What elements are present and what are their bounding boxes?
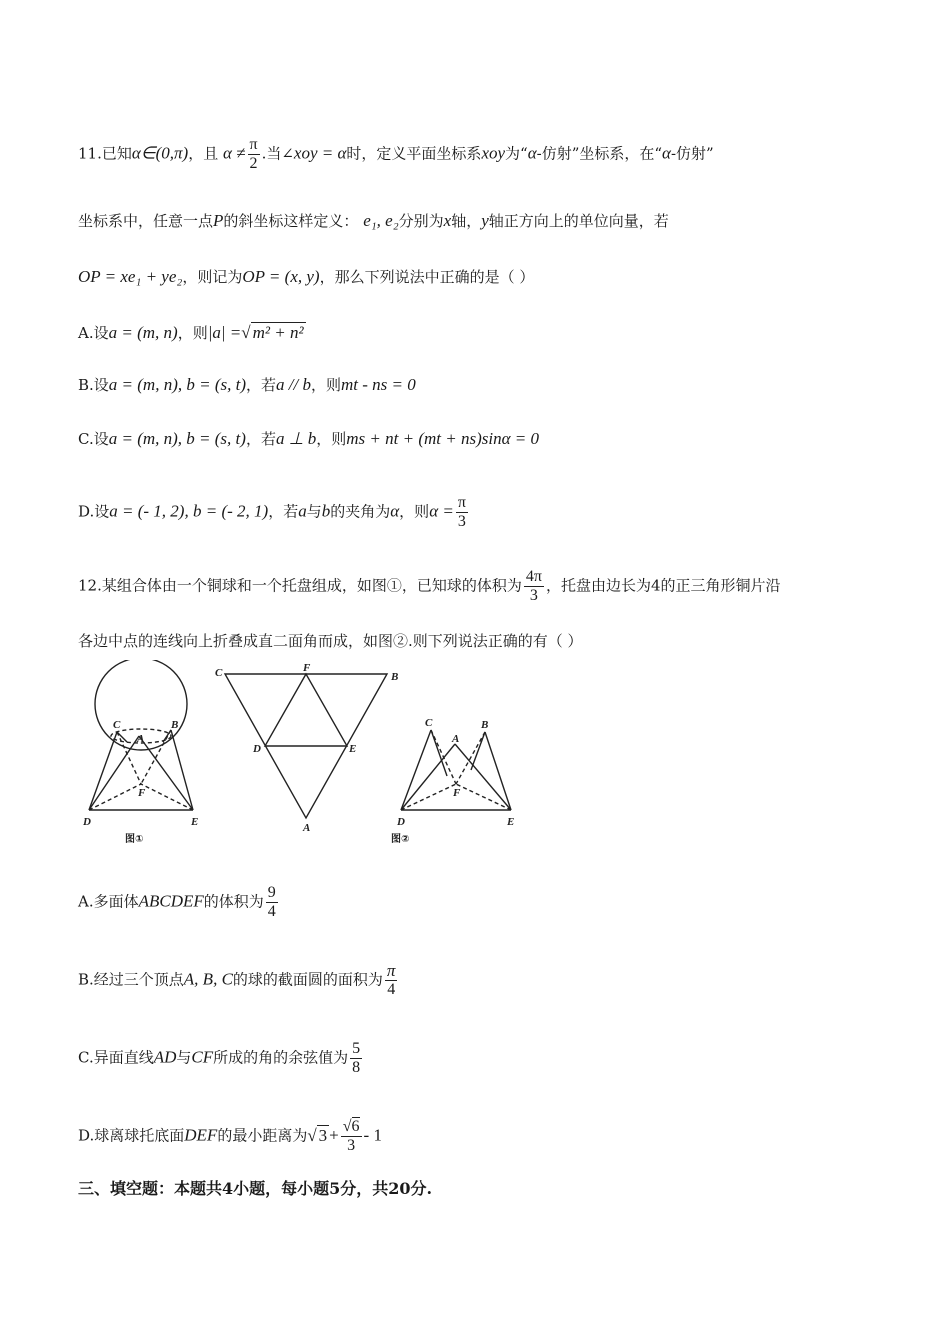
fig1-label-b: B bbox=[171, 719, 179, 731]
q11-option-b: B.设a = (m, n), b = (s, t)，若a // b，则mt - ns = 0 bbox=[78, 375, 416, 394]
q11-line3: OP = xe₁ + ye₂，则记为OP = (x, y)，那么下列说法中正确的是（ ） bbox=[78, 267, 535, 286]
fig1-label-a: A bbox=[137, 733, 145, 745]
q12-option-b: B.经过三个顶点A, B, C的球的截面圆的面积为 $\frac{\pi}{4}$ bbox=[78, 961, 396, 998]
sqrt-3: √ 3 bbox=[307, 1125, 328, 1145]
q11-option-d: D.设a = (- 1, 2), b = (- 2, 1)，若a与b的夹角为α，则α = $\frac{\pi}{3}$ bbox=[78, 494, 466, 530]
geometry-figure bbox=[75, 660, 525, 850]
sqrt-mn: √ m² + n² bbox=[241, 323, 304, 342]
fig0-label-c: C bbox=[215, 667, 223, 679]
frac-9-4: $\frac{9}{4}$ bbox=[267, 884, 276, 920]
frac-pi-4: $\frac{\pi}{4}$ bbox=[386, 961, 396, 998]
fig1-label-d: D bbox=[83, 816, 91, 828]
fig0-label-a: A bbox=[303, 822, 311, 834]
fig0-label-e: E bbox=[349, 743, 357, 755]
q11-option-a: A.设a = (m, n)，则|a| =√ m² + n² bbox=[78, 323, 304, 342]
fig1-label-c: C bbox=[113, 719, 121, 731]
fig1-label-e: E bbox=[191, 816, 199, 828]
frac-sqrt6-3: $\frac{√6}{3}$ bbox=[342, 1118, 360, 1154]
fig2-label-f: F bbox=[453, 787, 461, 799]
volume-fraction: $\frac{4\pi}{3}$ bbox=[525, 568, 542, 604]
pi-over-2: $\frac{\pi}{2}$ bbox=[249, 136, 258, 172]
fig1-caption: 图① bbox=[125, 834, 144, 845]
fig2-caption: 图② bbox=[391, 834, 410, 845]
fig0-label-b: B bbox=[391, 671, 399, 683]
fig2-label-d: D bbox=[397, 816, 405, 828]
q11-line2: 坐标系中，任意一点P的斜坐标这样定义： e₁, e₂分别为x轴，y轴正方向上的单位向量，若 bbox=[78, 211, 669, 230]
q11-line1: 11.已知α∈(0,π)，且 α ≠ $\frac{\pi}{2}$ .当∠xoy = α时，定义平面坐标系xoy为“α-仿射”坐标系，在“α-仿射” bbox=[78, 136, 714, 172]
q12-option-c: C.异面直线AD与CF所成的角的余弦值为 $\frac{5}{8}$ bbox=[78, 1040, 361, 1076]
q12-option-a: A.多面体ABCDEF的体积为 $\frac{9}{4}$ bbox=[78, 884, 276, 920]
fig0-label-f: F bbox=[303, 662, 311, 674]
pi-over-3: $\frac{\pi}{3}$ bbox=[457, 494, 466, 530]
q11-option-c: C.设a = (m, n), b = (s, t)，若a ⊥ b，则ms + nt + (mt + ns)sinα = 0 bbox=[78, 429, 539, 448]
section-3-heading: 三、填空题：本题共4小题，每小题5分，共20分. bbox=[78, 1179, 433, 1198]
q12-line1: 12.某组合体由一个铜球和一个托盘组成，如图①，已知球的体积为 $\frac{4\pi}{3}$ ，托盘由边长为4的正三角形铜片沿 bbox=[78, 568, 781, 604]
q12-option-d: D.球离球托底面DEF的最小距离为√ 3 + $\frac{√6}{3}$ - 1 bbox=[78, 1118, 382, 1154]
fig2-label-b: B bbox=[481, 719, 489, 731]
fig2-label-c: C bbox=[425, 717, 433, 729]
q12-line2: 各边中点的连线向上折叠成直二面角而成，如图②.则下列说法正确的有（ ） bbox=[78, 632, 583, 650]
fig1-label-f: F bbox=[138, 787, 146, 799]
figure-unfolded-triangle bbox=[225, 674, 387, 818]
fig2-label-e: E bbox=[507, 816, 515, 828]
fig0-label-d: D bbox=[253, 743, 261, 755]
fig2-label-a: A bbox=[452, 733, 460, 745]
frac-5-8: $\frac{5}{8}$ bbox=[352, 1040, 361, 1076]
